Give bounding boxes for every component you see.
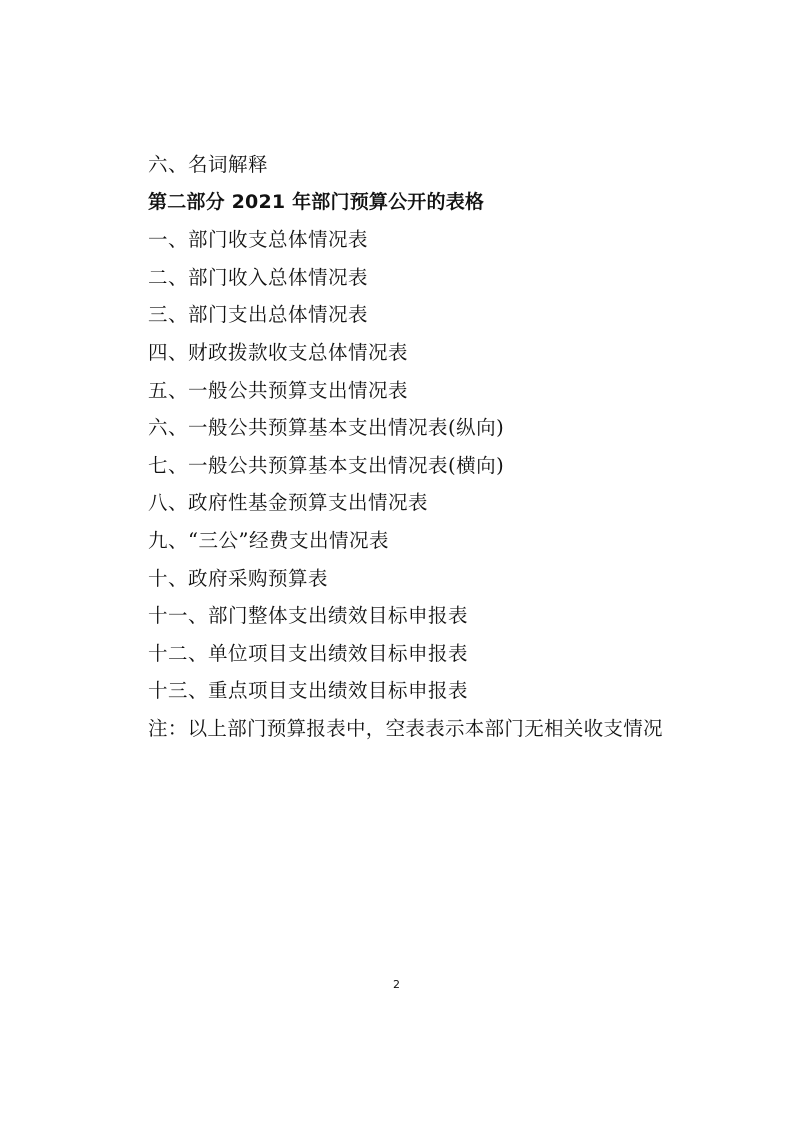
toc-line-income-overview: 二、部门收入总体情况表	[148, 265, 369, 289]
toc-line-government-procurement: 十、政府采购预算表	[148, 566, 329, 590]
toc-note: 注：以上部门预算报表中，空表表示本部门无相关收支情况	[148, 716, 663, 740]
table-of-contents	[148, 146, 768, 748]
toc-line-government-fund-expenditure: 八、政府性基金预算支出情况表	[148, 491, 429, 515]
toc-line-general-budget-expenditure: 五、一般公共预算支出情况表	[148, 378, 409, 402]
toc-line-glossary: 六、名词解释	[148, 153, 269, 176]
toc-line-key-project-performance-goals: 十三、重点项目支出绩效目标申报表	[148, 679, 469, 703]
toc-line-expenditure-overview: 三、部门支出总体情况表	[148, 303, 369, 327]
toc-line-income-expenditure-overview: 一、部门收支总体情况表	[148, 228, 369, 252]
toc-line-unit-project-performance-goals: 十二、单位项目支出绩效目标申报表	[148, 641, 469, 665]
section-heading-part-two: 第二部分 2021 年部门预算公开的表格	[148, 190, 485, 213]
toc-line-fiscal-allocation-overview: 四、财政拨款收支总体情况表	[148, 340, 409, 364]
toc-line-department-performance-goals: 十一、部门整体支出绩效目标申报表	[148, 604, 469, 628]
toc-line-basic-expenditure-vertical: 六、一般公共预算基本支出情况表(纵向)	[148, 416, 505, 440]
toc-line-three-public-expenses: 九、“三公”经费支出情况表	[148, 528, 389, 552]
toc-line-basic-expenditure-horizontal: 七、一般公共预算基本支出情况表(横向)	[148, 453, 505, 477]
page-number: 2	[393, 978, 400, 991]
